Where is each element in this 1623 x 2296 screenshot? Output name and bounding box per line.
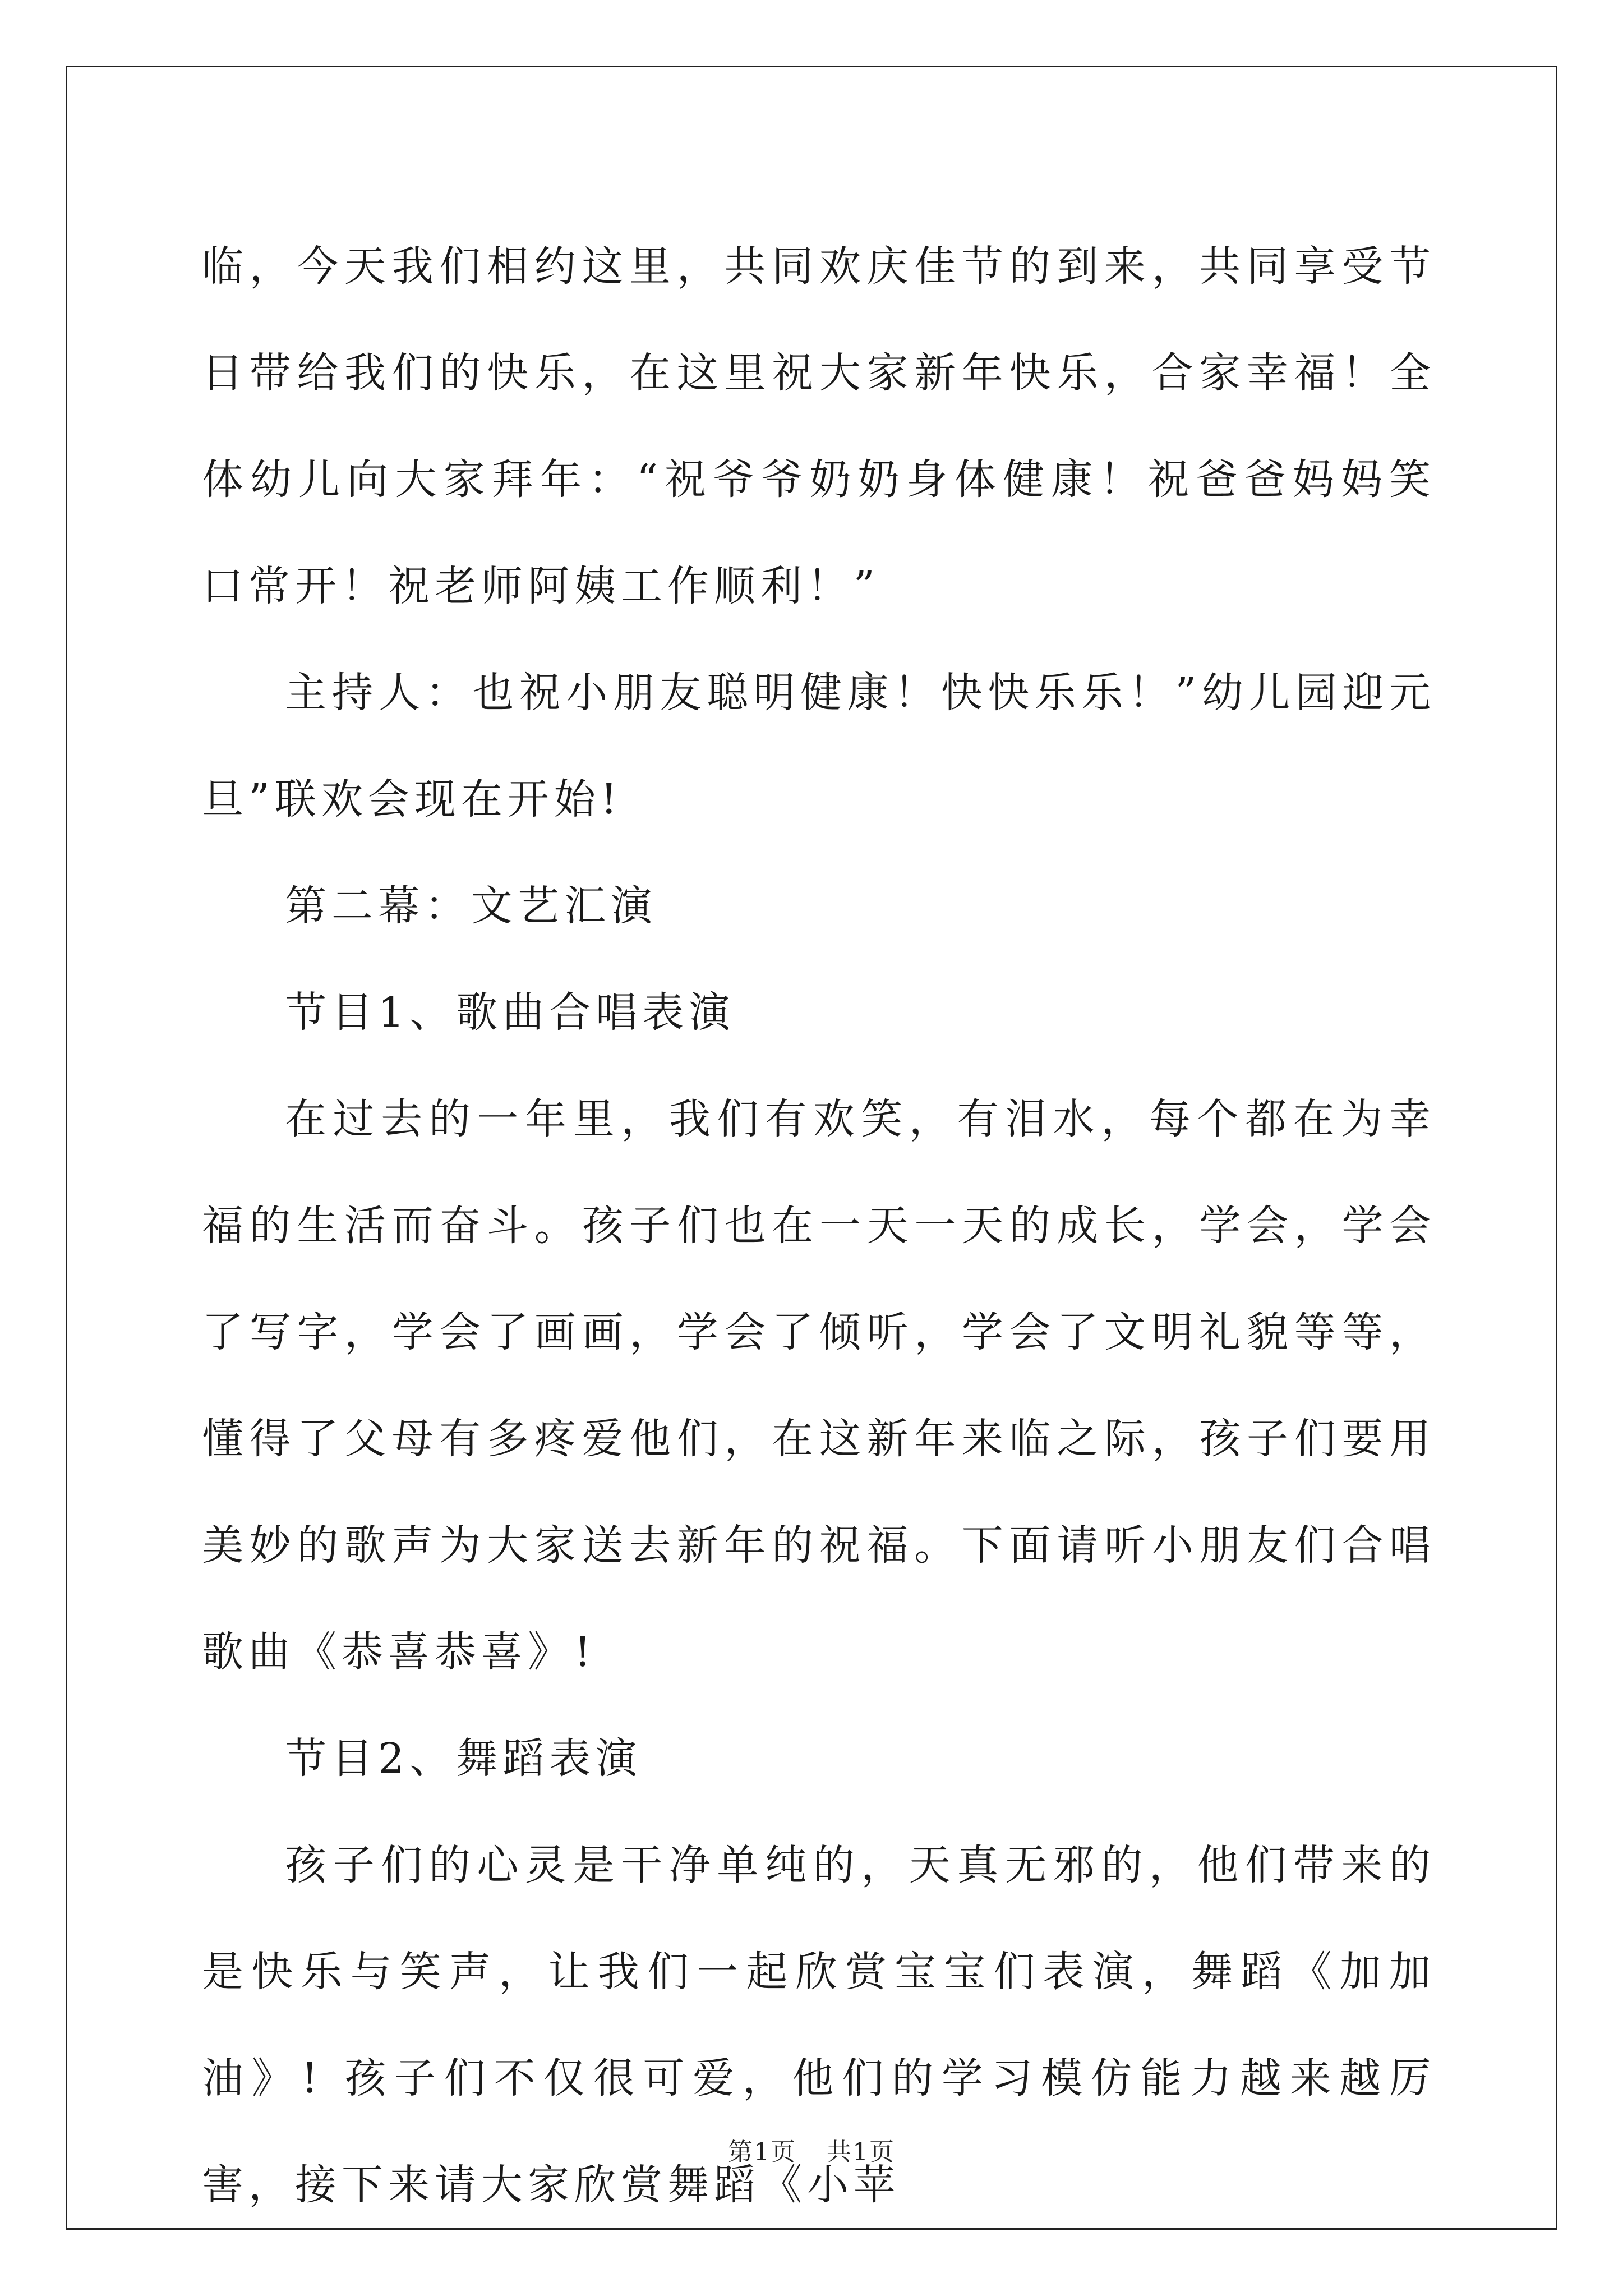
page-footer (0, 2132, 1623, 2168)
paragraph: 主持人：也祝小朋友聪明健康！快快乐乐！”幼儿园迎元旦”联欢会现在开始! (202, 669, 1436, 823)
program-heading: 节目2、舞蹈表演 (285, 1734, 643, 1783)
page-number: 第1页 (728, 2138, 796, 2166)
section-heading: 第二幕：文艺汇演 (285, 882, 657, 930)
page-total: 共1页 (827, 2138, 895, 2166)
program-heading: 节目1、歌曲合唱表演 (285, 988, 736, 1037)
paragraph: 临，今天我们相约这里，共同欢庆佳节的到来，共同享受节日带给我们的快乐，在这里祝大家新年快乐，合家幸福！全体幼儿向大家拜年：“祝爷爷奶奶身体健康！祝爸爸妈妈笑口常开！祝老师阿姨工作顺利！” (202, 242, 1436, 610)
paragraph: 在过去的一年里，我们有欢笑，有泪水，每个都在为幸福的生活而奋斗。孩子们也在一天一天的成长，学会，学会了写字，学会了画画，学会了倾听，学会了文明礼貌等等，懂得了父母有多疼爱他们，在这新年来临之际，孩子们要用美妙的歌声为大家送去新年的祝福。下面请听小朋友们合唱歌曲《恭喜恭喜》! (202, 1095, 1436, 1676)
document-body (202, 213, 1436, 2238)
paragraph: 孩子们的心灵是干净单纯的，天真无邪的，他们带来的是快乐与笑声，让我们一起欣赏宝宝们表演，舞蹈《加加油》! 孩子们不仅很可爱，他们的学习模仿能力越来越厉害，接下来请大家欣赏舞蹈《小苹 (202, 1841, 1436, 2209)
